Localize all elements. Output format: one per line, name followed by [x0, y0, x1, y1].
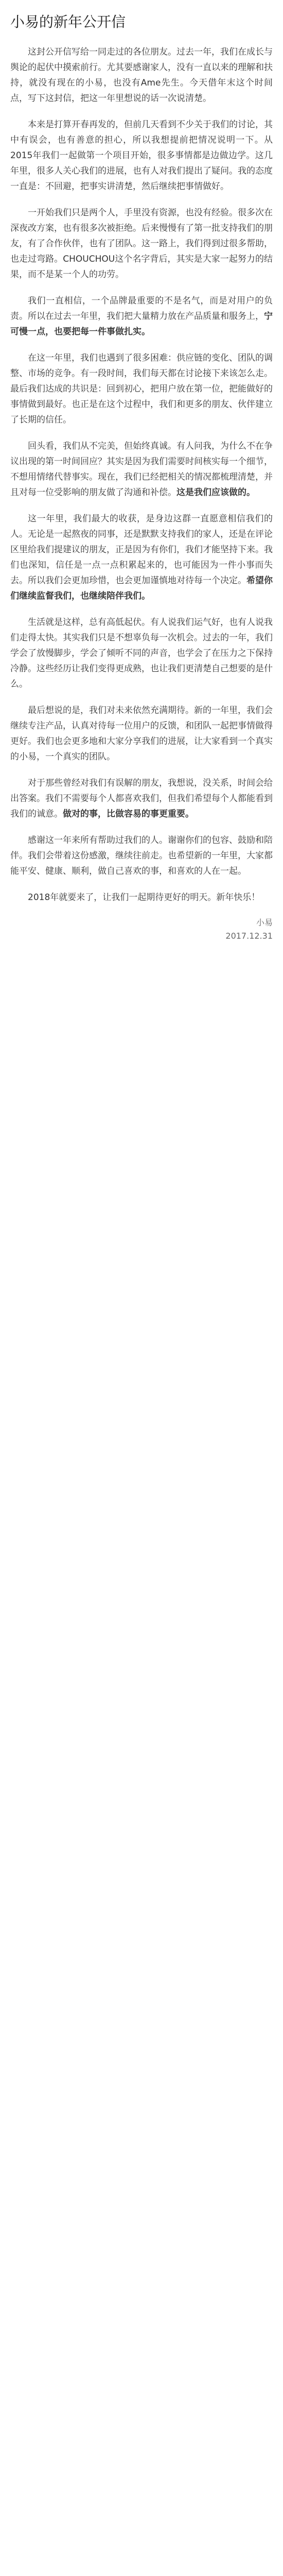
paragraph [10, 293, 273, 340]
paragraph-text: 一开始我们只是两个人，手里没有资源，也没有经验。很多次在深夜改方案，也有很多次被拒绝。后来慢慢有了第一批支持我们的朋友，有了合作伙伴，也有了团队。这一路上，我们得到过很多帮助，也走过弯路。CHOUCHOU这个名字背后，其实是大家一起努力的结果，而不是某一个人的功劳。 [10, 208, 273, 280]
paragraph [10, 615, 273, 692]
signature-name: 小易 [256, 918, 273, 927]
paragraph-text: 这一年里，我们最大的收获，是身边这群一直愿意相信我们的人。无论是一起熬夜的同事，还是默默支持我们的家人，还是在评论区里给我们提建议的朋友，正是因为有你们，我们才能坚持下来。我们也深知，信任是一点一点积累起来的，也可能因为一件小事而失去。所以我们会更加珍惜，也会更加谨慎地对待每一个决定。 [10, 514, 273, 586]
paragraph [10, 438, 273, 500]
paragraph [10, 703, 273, 765]
signature [10, 916, 273, 943]
paragraph-emphasis: 做对的事，比做容易的事更重要。 [63, 809, 194, 819]
paragraph-text: 对于那些曾经对我们有误解的朋友，我想说，没关系，时间会给出答案。我们不需要每个人都喜欢我们，但我们希望每个人都能看到我们的诚意。 [10, 778, 273, 819]
paragraph [10, 205, 273, 282]
paragraph-text: 这封公开信写给一同走过的各位朋友。过去一年，我们在成长与舆论的起伏中摸索前行。尤其要感谢家人，没有一直以来的理解和扶持，就没有现在的小易，也没有Ame先生。今天借年末这个时间点，写下这封信，把这一年里想说的话一次说清楚。 [10, 47, 273, 104]
paragraph-text: 生活就是这样，总有高低起伏。有人说我们运气好，也有人说我们走得太快。其实我们只是不想辜负每一次机会。过去的一年，我们学会了放慢脚步，学会了倾听不同的声音，也学会了在压力之下保持冷静。这些经历让我们变得更成熟，也让我们更清楚自己想要的是什么。 [10, 617, 273, 689]
paragraph-emphasis: 希望你们继续监督我们，也继续陪伴我们。 [10, 575, 273, 601]
letter-page [0, 0, 283, 953]
paragraph-text: 我们一直相信，一个品牌最重要的不是名气，而是对用户的负责。所以在过去一年里，我们把大量精力放在产品质量和服务上， [10, 296, 273, 321]
paragraph-text: 回头看，我们从不完美，但始终真诚。有人问我，为什么不在争议出现的第一时间回应？其实是因为我们需要时间核实每一个细节，不想用情绪代替事实。现在，我们已经把相关的情况都梳理清楚，并且对每一位受影响的朋友做了沟通和补偿。 [10, 441, 273, 498]
letter-body [10, 44, 273, 905]
paragraph-text: 感谢这一年来所有帮助过我们的人。谢谢你们的包容、鼓励和陪伴。我们会带着这份感激，继续往前走。也希望新的一年里，大家都能平安、健康、顺利，做自己喜欢的事，和喜欢的人在一起。 [10, 835, 273, 876]
page-title: 小易的新年公开信 [10, 13, 126, 30]
paragraph [10, 44, 273, 106]
paragraph [10, 775, 273, 822]
paragraph-text: 本来是打算开春再发的，但前几天看到不少关于我们的讨论，其中有误会，也有善意的担心，所以我想提前把情况说明一下。从2015年我们一起做第一个项目开始，很多事情都是边做边学。这几年里，很多人关心我们的进展，也有人对我们提出了疑问。我的态度一直是：不回避，把事实讲清楚，然后继续把事情做好。 [10, 120, 273, 192]
signature-date: 2017.12.31 [225, 931, 273, 941]
paragraph-text: 在这一年里，我们也遇到了很多困难：供应链的变化、团队的调整、市场的竞争。有一段时间，我们每天都在讨论接下来该怎么走。最后我们达成的共识是：回到初心，把用户放在第一位，把能做好的事情做到最好。也正是在这个过程中，我们和更多的朋友、伙伴建立了长期的信任。 [10, 353, 273, 425]
paragraph [10, 117, 273, 194]
paragraph [10, 890, 273, 905]
paragraph-emphasis: 这是我们应该做的。 [176, 487, 255, 498]
paragraph [10, 511, 273, 604]
paragraph [10, 350, 273, 428]
paragraph [10, 833, 273, 879]
paragraph-text: 最后想说的是，我们对未来依然充满期待。新的一年里，我们会继续专注产品，认真对待每一位用户的反馈，和团队一起把事情做得更好。我们也会更多地和大家分享我们的进展，让大家看到一个真实的小易，一个真实的团队。 [10, 705, 273, 762]
paragraph-emphasis: 宁可慢一点，也要把每一件事做扎实。 [10, 311, 273, 337]
paragraph-text: 2018年就要来了，让我们一起期待更好的明天。新年快乐！ [28, 892, 260, 903]
